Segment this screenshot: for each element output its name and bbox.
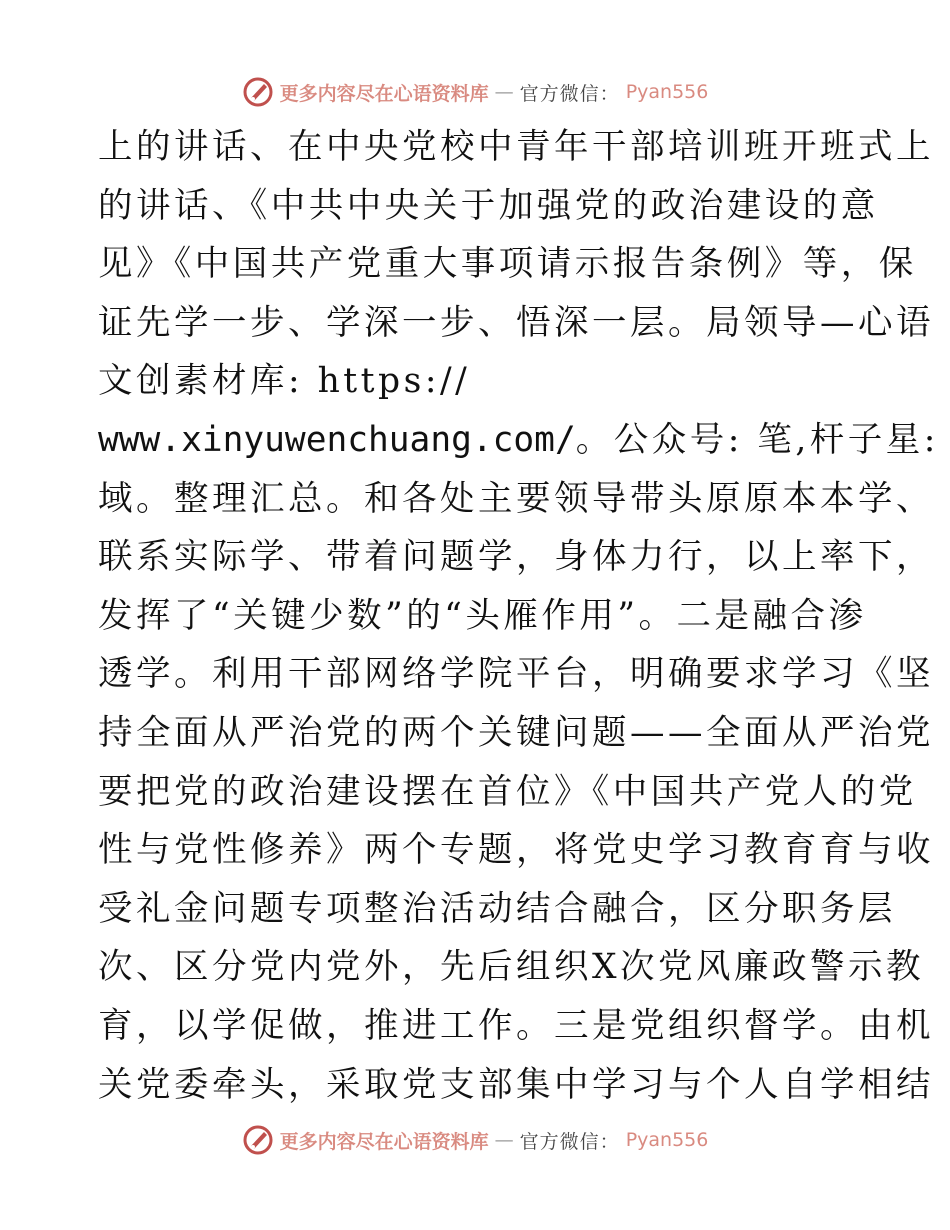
body-line: 见》《中国共产党重大事项请示报告条例》等，保 — [98, 244, 917, 285]
xinyu-logo-icon — [242, 1124, 274, 1156]
body-line: 联系实际学、带着问题学，身体力行，以上率下， — [98, 537, 934, 578]
body-line-url — [98, 411, 939, 470]
body-url-suffix: 。公众号: 笔,杆子星: — [575, 419, 939, 460]
body-line: 关党委牵头，采取党支部集中学习与个人自学相结 — [98, 1064, 934, 1105]
footer-wechat-id: Pyan556 — [625, 1129, 709, 1151]
header-banner-dash: — — [494, 81, 514, 103]
body-line: 证先学一步、学深一步、悟深一层。局领导—心语 — [98, 302, 934, 343]
body-line: 的讲话、《中共中央关于加强党的政治建设的意 — [98, 185, 879, 226]
header-banner-text: 更多内容尽在心语资料库 — [279, 82, 489, 105]
footer-banner-dash: — — [494, 1129, 514, 1151]
header-watermark-banner — [0, 72, 950, 112]
body-line: 要把党的政治建设摆在首位》《中国共产党人的党 — [98, 771, 917, 812]
footer-banner-text: 更多内容尽在心语资料库 — [279, 1130, 489, 1153]
body-line: 上的讲话、在中央党校中青年干部培训班开班式上 — [98, 127, 934, 167]
footer-watermark-banner — [0, 1120, 950, 1160]
body-line: 域。整理汇总。和各处主要领导带头原原本本学、 — [98, 478, 934, 519]
body-line: 持全面从严治党的两个关键问题——全面从严治党 — [98, 712, 934, 753]
body-line: 性与党性修养》两个专题，将党史学习教育育与收 — [98, 830, 934, 871]
body-line: 育，以学促做，推进工作。三是党组织督学。由机 — [98, 1005, 934, 1046]
footer-official-label: 官方微信： — [519, 1130, 620, 1153]
body-line: 透学。利用干部网络学院平台，明确要求学习《坚 — [98, 654, 934, 695]
body-line: 发挥了“关键少数”的“头雁作用”。二是融合渗 — [98, 595, 867, 636]
body-line: 受礼金问题专项整治活动结合融合，区分职务层 — [98, 888, 896, 929]
header-official-label: 官方微信： — [519, 82, 620, 105]
header-wechat-id: Pyan556 — [625, 81, 709, 103]
body-line: 次、区分党内党外，先后组织X次党风廉政警示教 — [98, 947, 925, 988]
body-line: 文创素材库: https:// — [98, 361, 471, 402]
xinyu-logo-icon — [242, 76, 274, 108]
document-body — [98, 118, 939, 1114]
body-url-text: www.xinyuwenchuang.com/ — [98, 419, 576, 460]
